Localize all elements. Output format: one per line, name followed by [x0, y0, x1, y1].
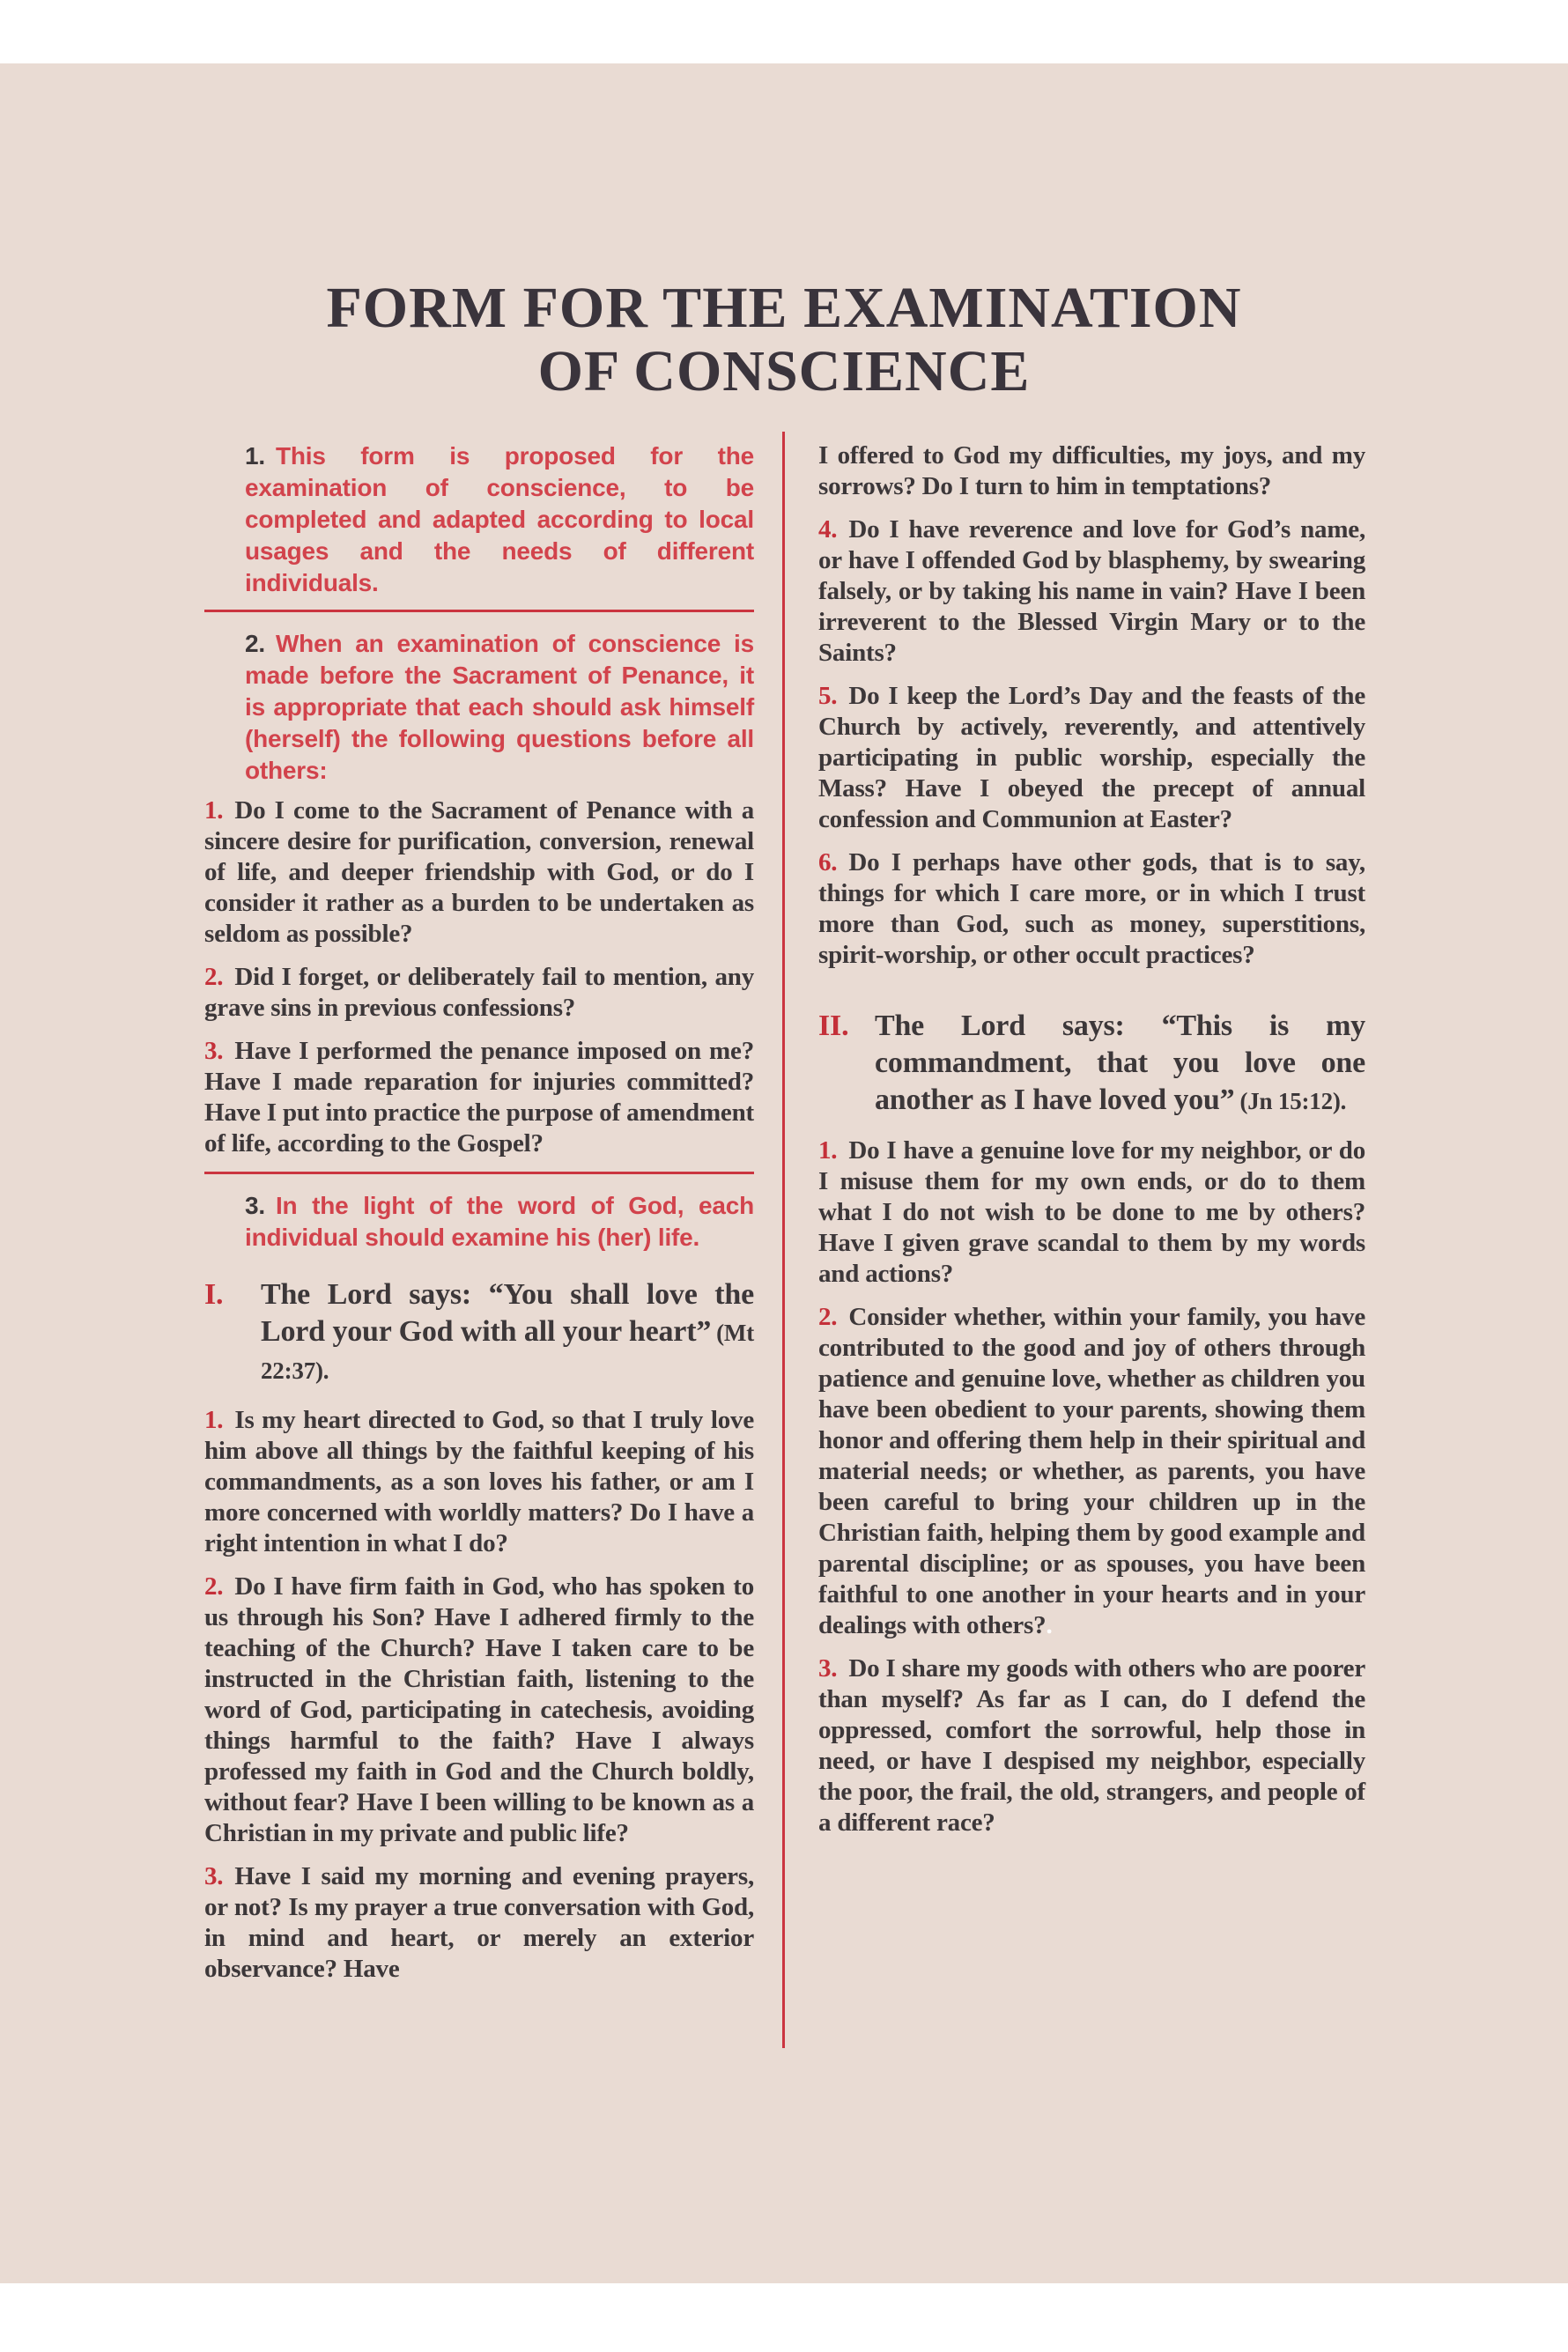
general-question-2 — [204, 962, 754, 1024]
rubric-separator-rule-2 — [204, 1172, 754, 1174]
page-title-line-2: OF CONSCIENCE — [537, 339, 1031, 403]
section-2-citation: (Jn 15:12). — [1239, 1088, 1347, 1114]
rubric-2 — [245, 628, 754, 787]
rubric-3-number: 3. — [245, 1192, 265, 1219]
general-question-3-text: Have I performed the penance imposed on me? Have I made reparation for injuries committed? Have I put into practice the purpose of amendment of life, according to the Gospel? — [204, 1037, 754, 1158]
rubric-3 — [245, 1190, 754, 1254]
section-2-question-3-number: 3. — [818, 1654, 838, 1683]
general-question-1-number: 1. — [204, 796, 224, 825]
rubric-2-text: When an examination of conscience is made before the Sacrament of Penance, it is appropriate that each should ask himself (herself) the following questions before all others: — [245, 630, 754, 784]
section-1-question-2-text: Do I have firm faith in God, who has spoken to us through his Son? Have I adhered firmly to the teaching of the Church? Have I taken care to be instructed in the Christian faith, listening to the word of God, participating in catechesis, avoiding things harmful to the faith? Have I always professed my faith in God and the Church boldly, without fear? Have I been willing to be known as a Christian in my private and public life? — [204, 1572, 754, 1847]
general-question-2-text: Did I forget, or deliberately fail to mention, any grave sins in previous confessions? — [204, 963, 754, 1022]
section-1-question-4 — [818, 514, 1365, 669]
section-2-heading-text: The Lord says: “This is my commandment, that you love one another as I have loved you” — [875, 1010, 1365, 1116]
general-question-2-number: 2. — [204, 963, 224, 991]
section-1-question-5-text: Do I keep the Lord’s Day and the feasts of the Church by actively, reverently, and attentively participating in public worship, especially the Mass? Have I obeyed the precept of annual confession and Communion at Easter? — [818, 682, 1365, 833]
section-1-question-3-continuation-text: I offered to God my difficulties, my joys, and my sorrows? Do I turn to him in temptations? — [818, 441, 1365, 500]
general-question-1 — [204, 795, 754, 950]
section-1-question-2 — [204, 1572, 754, 1849]
section-1-citation: (Mt 22:37). — [261, 1320, 754, 1384]
section-1-question-1-text: Is my heart directed to God, so that I truly love him above all things by the faithful keeping of his commandments, as a son loves his father, or am I more concerned with worldly matters? Do I have a right intention in what I do? — [204, 1406, 754, 1557]
section-2-question-2-number: 2. — [818, 1303, 838, 1331]
section-1-question-1 — [204, 1405, 754, 1559]
rubric-1-text: This form is proposed for the examination of conscience, to be completed and adapted according to local usages and the needs of different individuals. — [245, 442, 754, 596]
section-1-question-3-continuation — [818, 440, 1365, 502]
section-1-question-6-number: 6. — [818, 848, 838, 876]
general-question-3-number: 3. — [204, 1037, 224, 1065]
section-1-question-6 — [818, 847, 1365, 971]
section-1-question-2-number: 2. — [204, 1572, 224, 1601]
page-background — [0, 63, 1568, 2283]
section-1-question-5-number: 5. — [818, 682, 838, 710]
section-1-roman-numeral: I. — [204, 1278, 224, 1311]
section-1-question-3-part-1-text: Have I said my morning and evening prayers, or not? Is my prayer a true conversation with God, in mind and heart, or merely an exterior observance? Have — [204, 1862, 754, 1983]
section-1-question-6-text: Do I perhaps have other gods, that is to say, things for which I care more, or in which I trust more than God, such as money, superstitions, spirit-worship, or other occult practices? — [818, 848, 1365, 969]
section-1-question-4-text: Do I have reverence and love for God’s name, or have I offended God by blasphemy, by swearing falsely, or by taking his name in vain? Have I been irreverent to the Blessed Virgin Mary or to the Saints? — [818, 515, 1365, 667]
section-1-question-3-part-1 — [204, 1861, 754, 1985]
section-1-question-4-number: 4. — [818, 515, 838, 544]
page-title-line-1: FORM FOR THE EXAMINATION — [326, 276, 1242, 340]
general-question-3 — [204, 1036, 754, 1159]
section-2-question-2-white-period: . — [1046, 1611, 1053, 1639]
right-column — [818, 440, 1365, 1851]
rubric-1-number: 1. — [245, 442, 265, 470]
section-2-question-3 — [818, 1653, 1365, 1838]
section-2-heading — [818, 1008, 1365, 1120]
section-2-question-2 — [818, 1302, 1365, 1641]
section-1-question-1-number: 1. — [204, 1406, 224, 1434]
rubric-3-text: In the light of the word of God, each individual should examine his (her) life. — [245, 1192, 754, 1251]
rubric-separator-rule-1 — [204, 610, 754, 612]
rubric-2-number: 2. — [245, 630, 265, 657]
general-question-1-text: Do I come to the Sacrament of Penance with a sincere desire for purification, conversion, renewal of life, and deeper friendship with God, or do I consider it rather as a burden to be undertaken as seldom as possible? — [204, 796, 754, 948]
left-column — [204, 440, 754, 1997]
rubric-1 — [245, 440, 754, 599]
section-1-heading — [204, 1276, 754, 1389]
section-1-question-5 — [818, 681, 1365, 835]
section-2-question-1-text: Do I have a genuine love for my neighbor, or do I misuse them for my own ends, or do to them what I do not wish to be done to me by others? Have I given grave scandal to them by my words and actions? — [818, 1136, 1365, 1288]
section-2-question-3-text: Do I share my goods with others who are poorer than myself? As far as I can, do I defend the oppressed, comfort the sorrowful, help those in need, or have I despised my neighbor, especially the poor, the frail, the old, strangers, and people of a different race? — [818, 1654, 1365, 1837]
section-1-question-3-number: 3. — [204, 1862, 224, 1890]
section-2-question-1-number: 1. — [818, 1136, 838, 1165]
section-2-question-1 — [818, 1135, 1365, 1290]
section-1-heading-text: The Lord says: “You shall love the Lord your God with all your heart” — [261, 1278, 754, 1348]
section-2-question-2-text: Consider whether, within your family, you have contributed to the good and joy of others through patience and genuine love, whether as children you have been obedient to your parents, showing them honor and offering them help in their spiritual and material needs; or whether, as parents, you have been careful to bring your children up in the Christian faith, helping them by good example and parental discipline; or as spouses, you have been faithful to one another in your hearts and in your dealings with others? — [818, 1303, 1365, 1639]
page-title — [0, 277, 1568, 403]
column-divider-rule — [782, 432, 785, 2048]
section-2-roman-numeral: II. — [818, 1010, 849, 1042]
